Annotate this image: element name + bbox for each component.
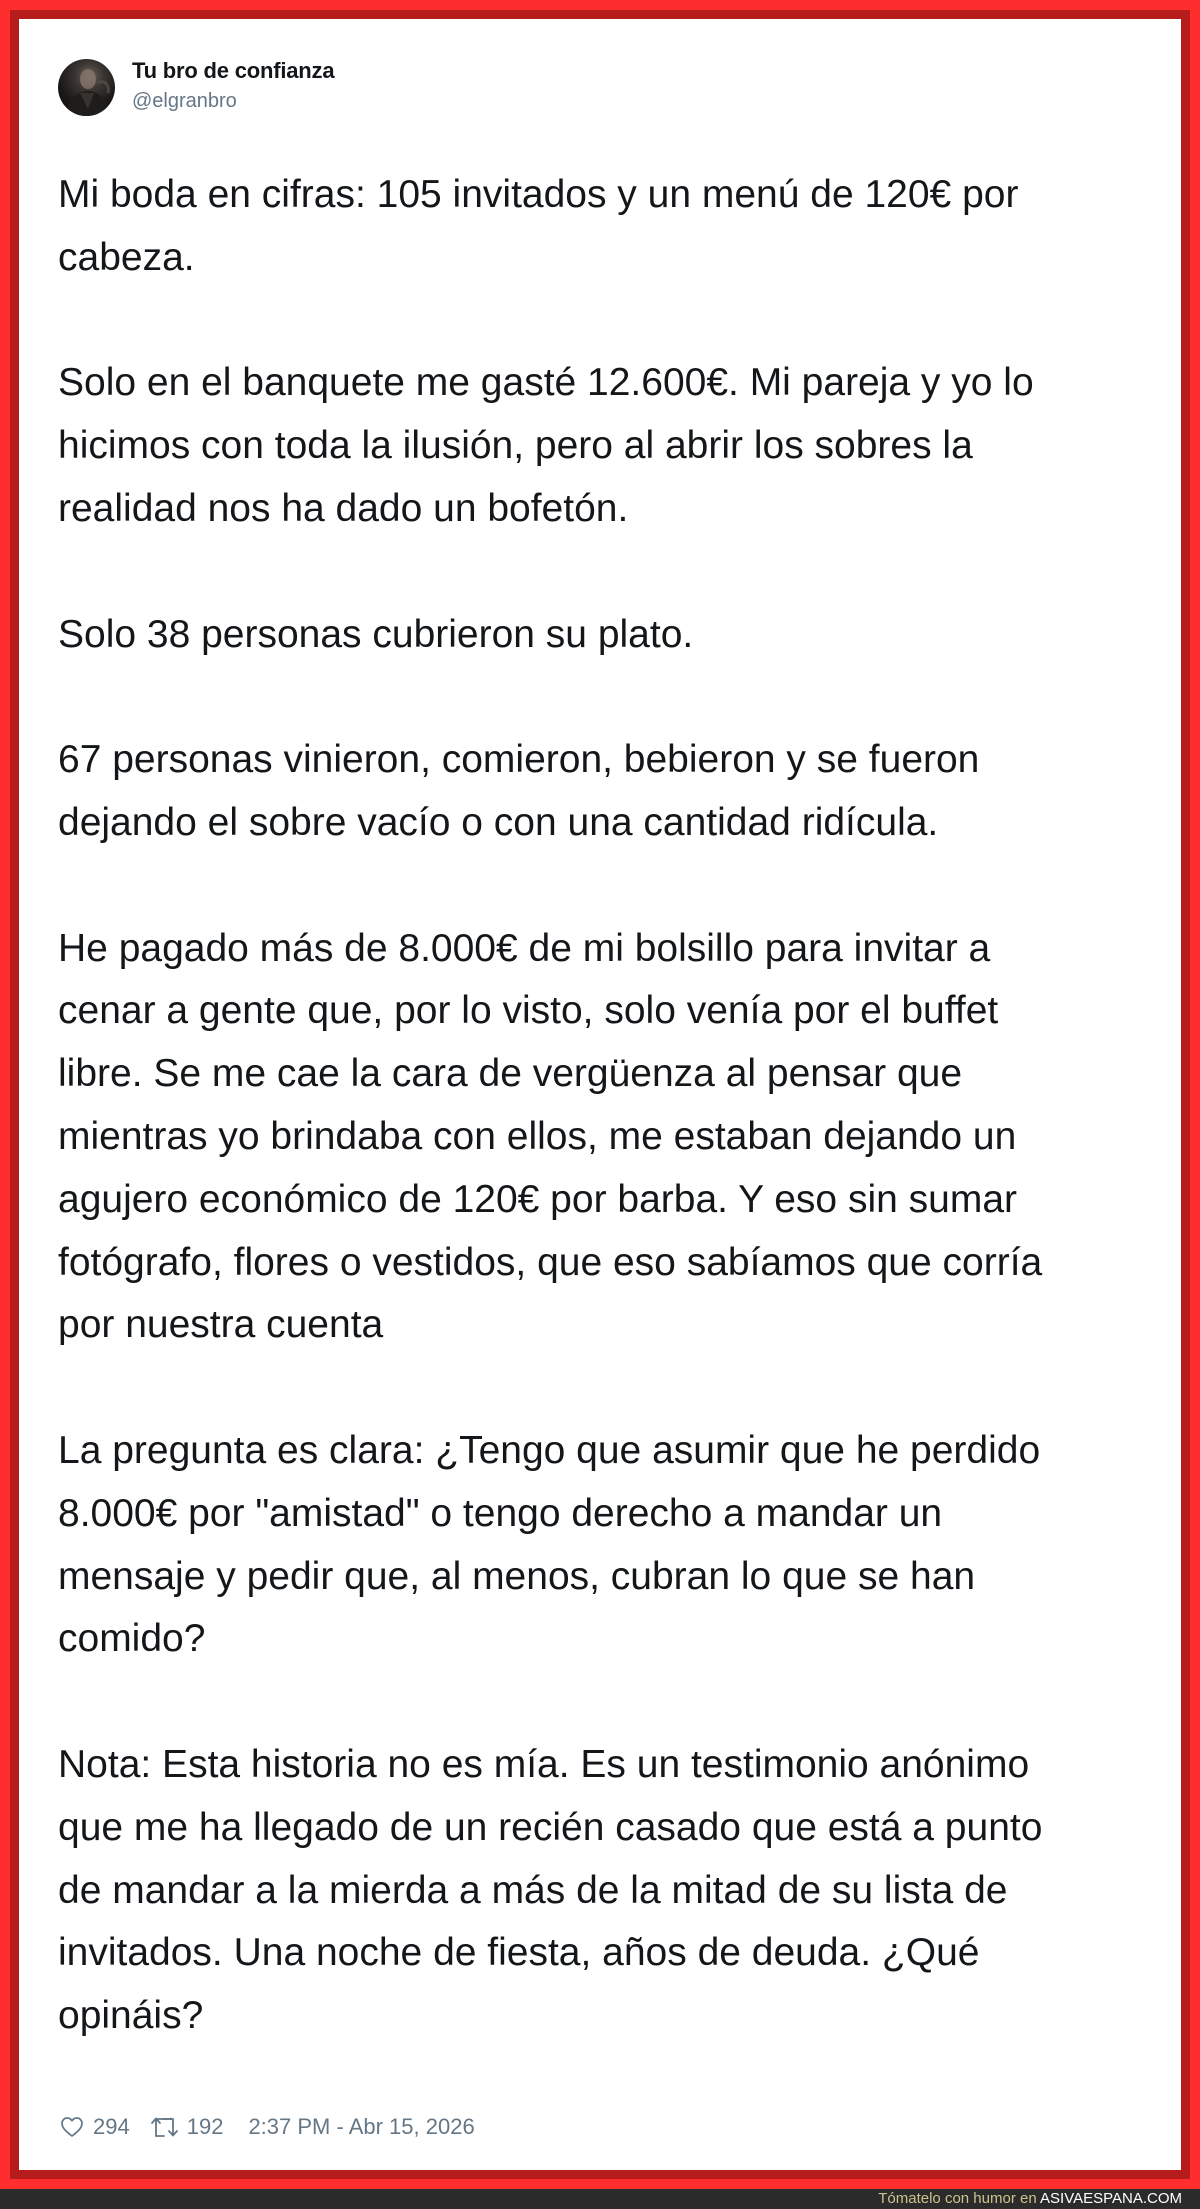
tweet-line: comido? (58, 1617, 206, 1661)
tweet-line: Nota: Esta historia no es mía. Es un testimonio anónimo (58, 1742, 1030, 1786)
tweet-line: He pagado más de 8.000€ de mi bolsillo para invitar a (58, 926, 991, 970)
tweet-line: Solo 38 personas cubrieron su plato. (58, 612, 694, 656)
tweet-paragraph (58, 164, 1168, 290)
tweet-paragraph (58, 1734, 1168, 2048)
tweet-line: que me ha llegado de un recién casado que está a punto (58, 1805, 1043, 1849)
author-handle[interactable]: @elgranbro (132, 90, 237, 112)
author-name[interactable]: Tu bro de confianza (132, 58, 335, 83)
tweet-line: por nuestra cuenta (58, 1303, 384, 1347)
heart-icon[interactable] (60, 2115, 84, 2139)
tweet-line: agujero económico de 120€ por barba. Y eso sin sumar (58, 1177, 1018, 1221)
tweet-line: dejando el sobre vacío o con una cantidad ridícula. (58, 800, 939, 844)
tweet-line: mientras yo brindaba con ellos, me estaban dejando un (58, 1114, 1017, 1158)
tweet-line: de mandar a la mierda a más de la mitad de su lista de (58, 1868, 1008, 1912)
tweet-paragraph (58, 352, 1168, 540)
tweet-line: invitados. Una noche de fiesta, años de deuda. ¿Qué (58, 1931, 980, 1975)
tweet-line: fotógrafo, flores o vestidos, que eso sabíamos que corría (58, 1240, 1043, 1284)
tweet-line: opináis? (58, 1994, 204, 2038)
avatar-photo-icon (58, 59, 115, 116)
tweet-text (58, 164, 1168, 2048)
tweet-paragraph (58, 1420, 1168, 1671)
tweet-timestamp[interactable]: 2:37 PM - Abr 15, 2026 (248, 2114, 475, 2139)
tweet-line: Mi boda en cifras: 105 invitados y un menú de 120€ por (58, 173, 1019, 216)
tweet-line: hicimos con toda la ilusión, pero al abrir los sobres la (58, 424, 973, 468)
tweet-paragraph (58, 918, 1168, 1358)
retweet-count: 192 (186, 2114, 224, 2139)
watermark-site[interactable]: ASIVAESPANA.COM (1040, 2190, 1182, 2207)
author-avatar[interactable] (58, 59, 115, 116)
watermark (878, 2189, 1182, 2209)
tweet-line: cabeza. (58, 235, 195, 279)
tweet-line: 8.000€ por "amistad" o tengo derecho a mandar un (58, 1491, 943, 1535)
tweet-line: cenar a gente que, por lo visto, solo venía por el buffet (58, 989, 999, 1033)
tweet-line: 67 personas vinieron, comieron, bebieron y se fueron (58, 738, 980, 782)
tweet-meta (60, 2112, 475, 2142)
tweet-paragraph (58, 604, 1168, 667)
tweet-line: La pregunta es clara: ¿Tengo que asumir que he perdido (58, 1428, 1041, 1472)
like-count: 294 (93, 2114, 130, 2139)
tweet-line: Solo en el banquete me gasté 12.600€. Mi pareja y yo lo (58, 361, 1034, 405)
tweet-line: mensaje y pedir que, al menos, cubran lo que se han (58, 1554, 976, 1598)
retweet-icon[interactable] (150, 2115, 180, 2139)
tweet-line: realidad nos ha dado un bofetón. (58, 486, 629, 530)
tweet-line: libre. Se me cae la cara de vergüenza al pensar que (58, 1052, 963, 1096)
tweet-paragraph (58, 729, 1168, 855)
watermark-prefix: Tómatelo con humor en (878, 2190, 1041, 2207)
